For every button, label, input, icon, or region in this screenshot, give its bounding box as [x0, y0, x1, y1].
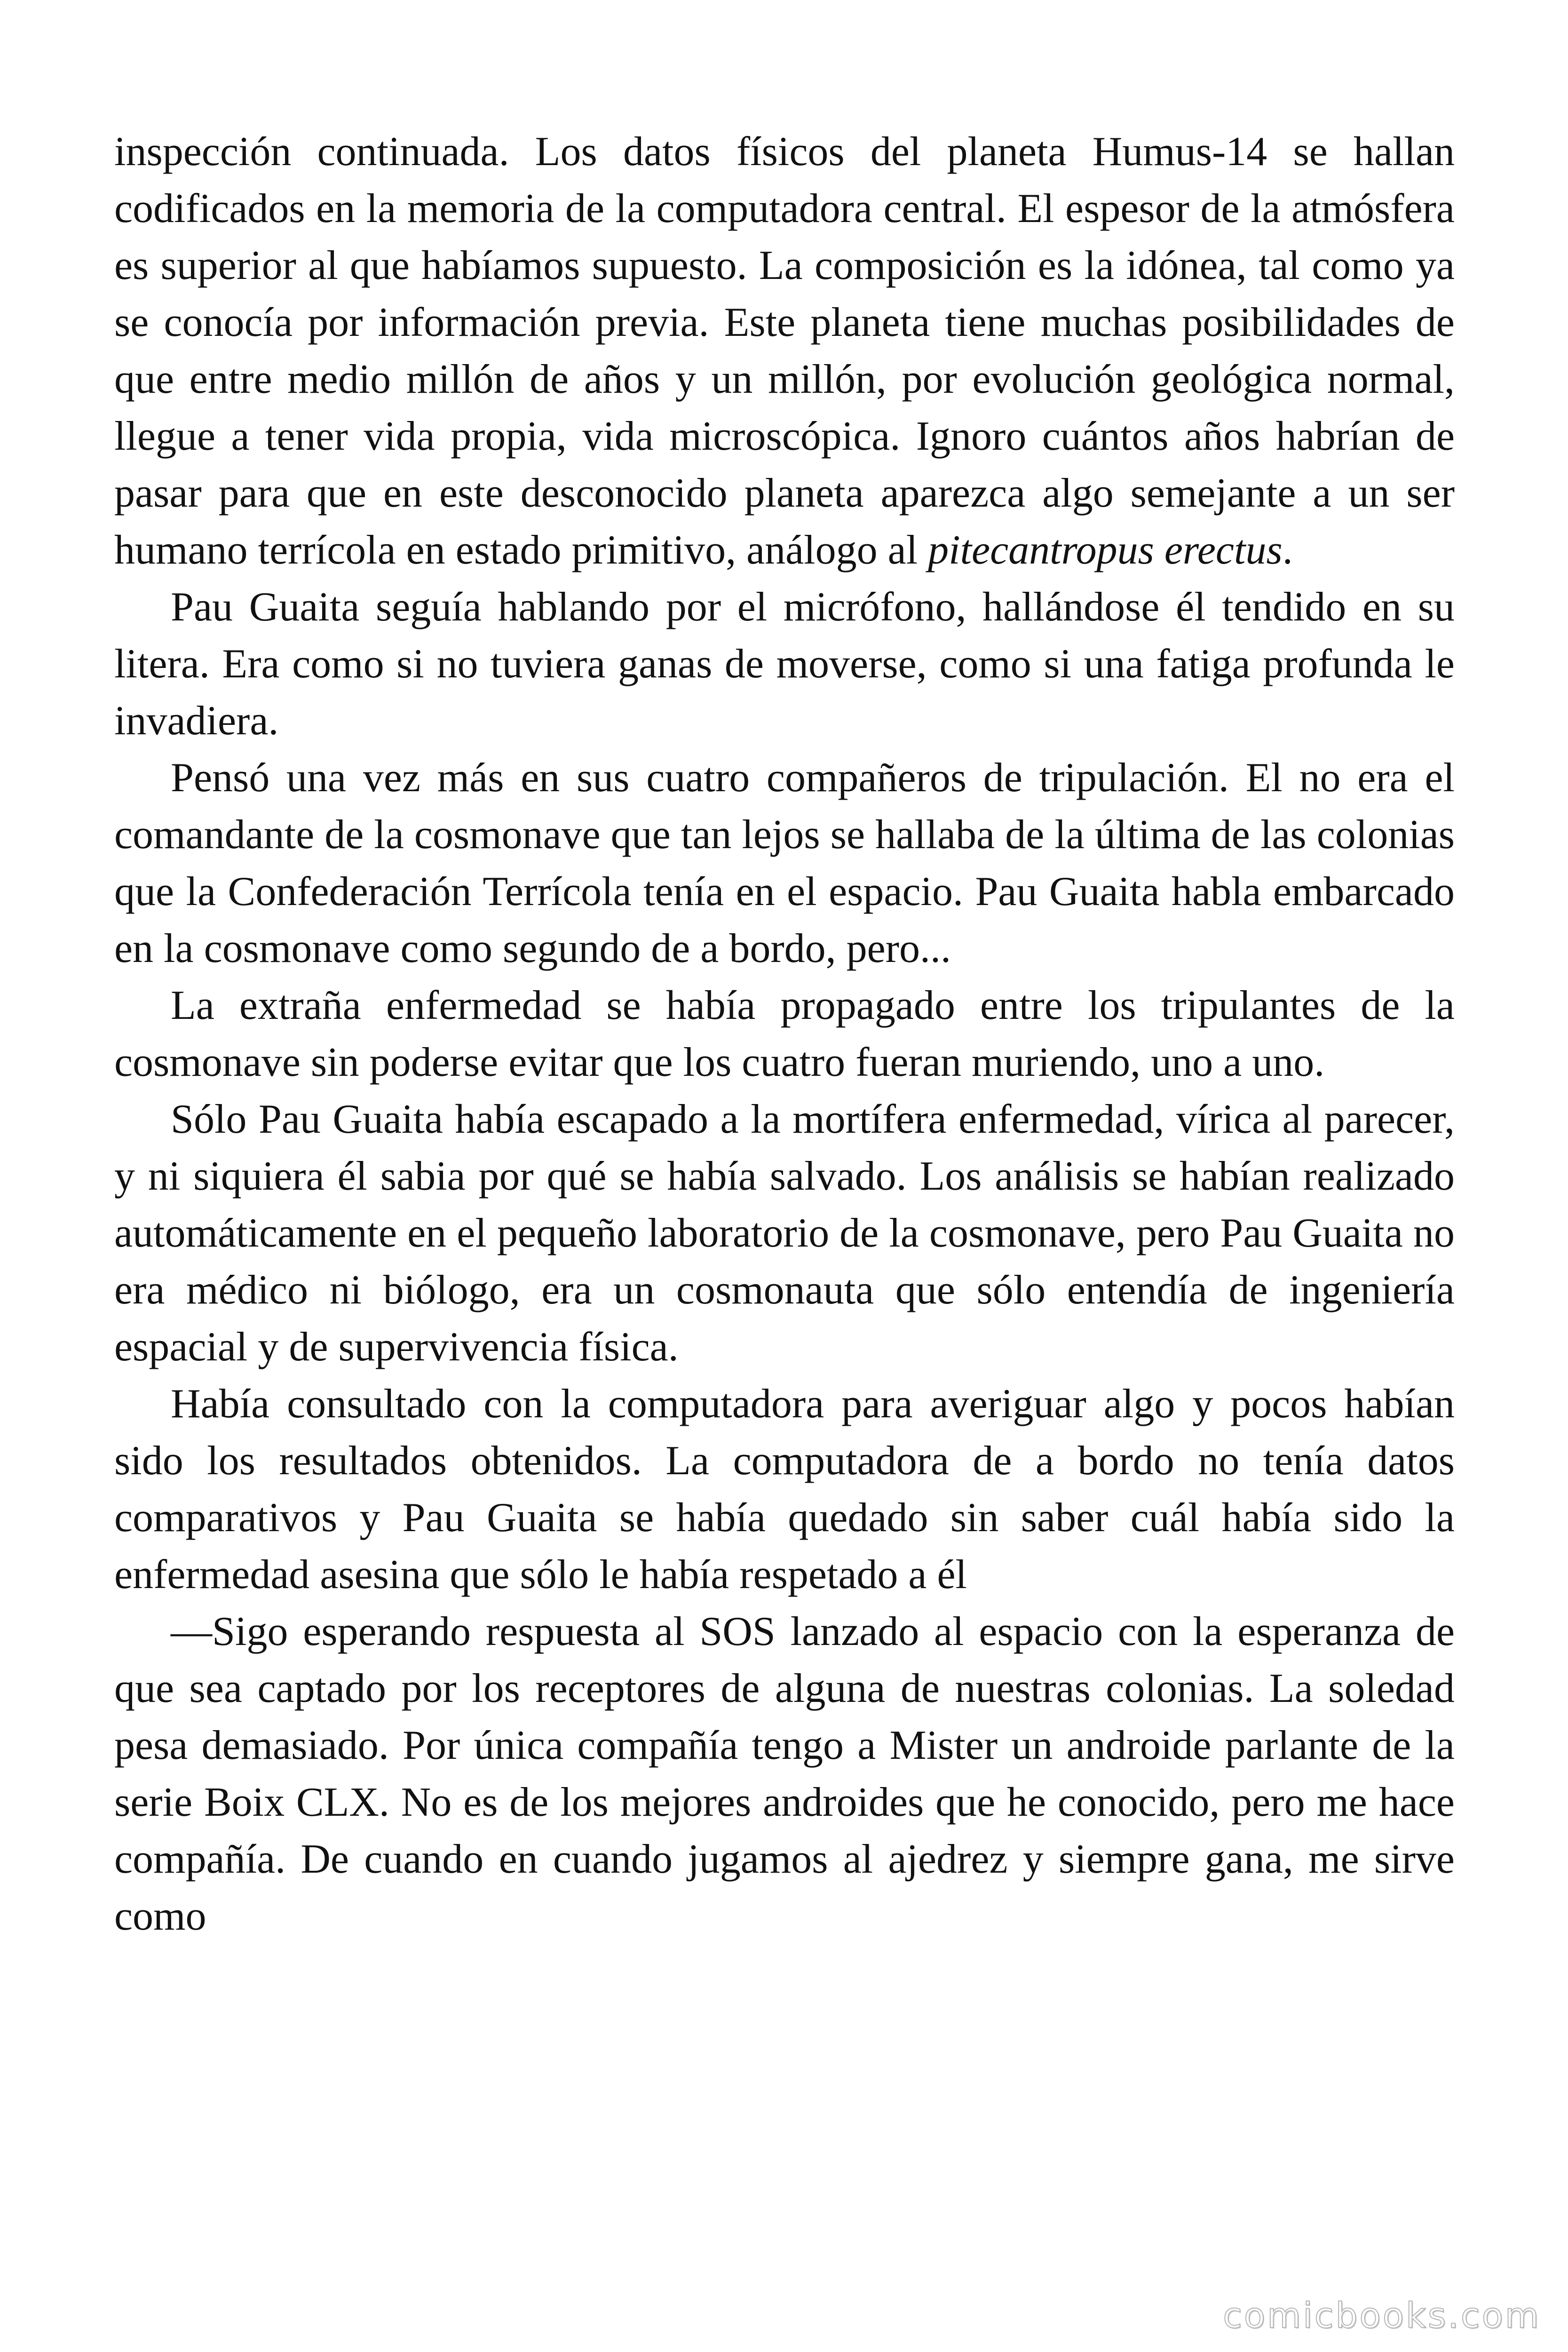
- body-text: [114, 123, 1455, 1945]
- paragraph-6: Había consultado con la computadora para averiguar algo y pocos habían sido los resultados obtenidos. La computadora de a bordo no tenía datos comparativos y Pau Guaita se había quedado sin saber cuál había sido la enfermedad asesina que sólo le había respetado a él: [114, 1381, 1455, 1597]
- paragraph-3: Pensó una vez más en sus cuatro compañeros de tripulación. El no era el comandante de la cosmonave que tan lejos se hallaba de la última de las colonias que la Confederación Terrícola tenía en el espacio. Pau Guaita habla embarcado en la cosmonave como segundo de a bordo, pero...: [114, 755, 1455, 971]
- paragraph-1: [114, 123, 1455, 579]
- paragraph-4: La extraña enfermedad se había propagado entre los tripulantes de la cosmonave sin poderse evitar que los cuatro fueran muriendo, uno a uno.: [114, 983, 1455, 1085]
- watermark: comicbooks.com: [1223, 2296, 1541, 2336]
- paragraph-1-end: .: [1282, 527, 1293, 573]
- paragraph-7: —Sigo esperando respuesta al SOS lanzado al espacio con la esperanza de que sea captado por los receptores de alguna de nuestras colonias. La soledad pesa demasiado. Por única compañía tengo a Mister un androide parlante de la serie Boix CLX. No es de los mejores androides que he conocido, pero me hace compañía. De cuando en cuando jugamos al ajedrez y siempre gana, me sirve como: [114, 1609, 1455, 1939]
- italic-term: pitecantropus erectus: [928, 527, 1283, 573]
- paragraph-2: Pau Guaita seguía hablando por el micrófono, hallándose él tendido en su litera. Era como si no tuviera ganas de moverse, como si una fatiga profunda le invadiera.: [114, 584, 1455, 744]
- paragraph-1-text: inspección continuada. Los datos físicos del planeta Humus-14 se hallan codificados en la memoria de la computadora central. El espesor de la atmósfera es superior al que habíamos supuesto. La composición es la idónea, tal como ya se conocía por información previa. Este planeta tiene muchas posibilidades de que entre medio millón de años y un millón, por evolución geológica normal, llegue a tener vida propia, vida microscópica. Ignoro cuántos años habrían de pasar para que en este desconocido planeta aparezca algo semejante a un ser humano terrícola en estado primitivo, análogo al: [114, 129, 1455, 573]
- paragraph-5: Sólo Pau Guaita había escapado a la mortífera enfermedad, vírica al parecer, y ni siquiera él sabia por qué se había salvado. Los análisis se habían realizado automáticamente en el pequeño laboratorio de la cosmonave, pero Pau Guaita no era médico ni biólogo, era un cosmonauta que sólo entendía de ingeniería espacial y de supervivencia física.: [114, 1097, 1455, 1370]
